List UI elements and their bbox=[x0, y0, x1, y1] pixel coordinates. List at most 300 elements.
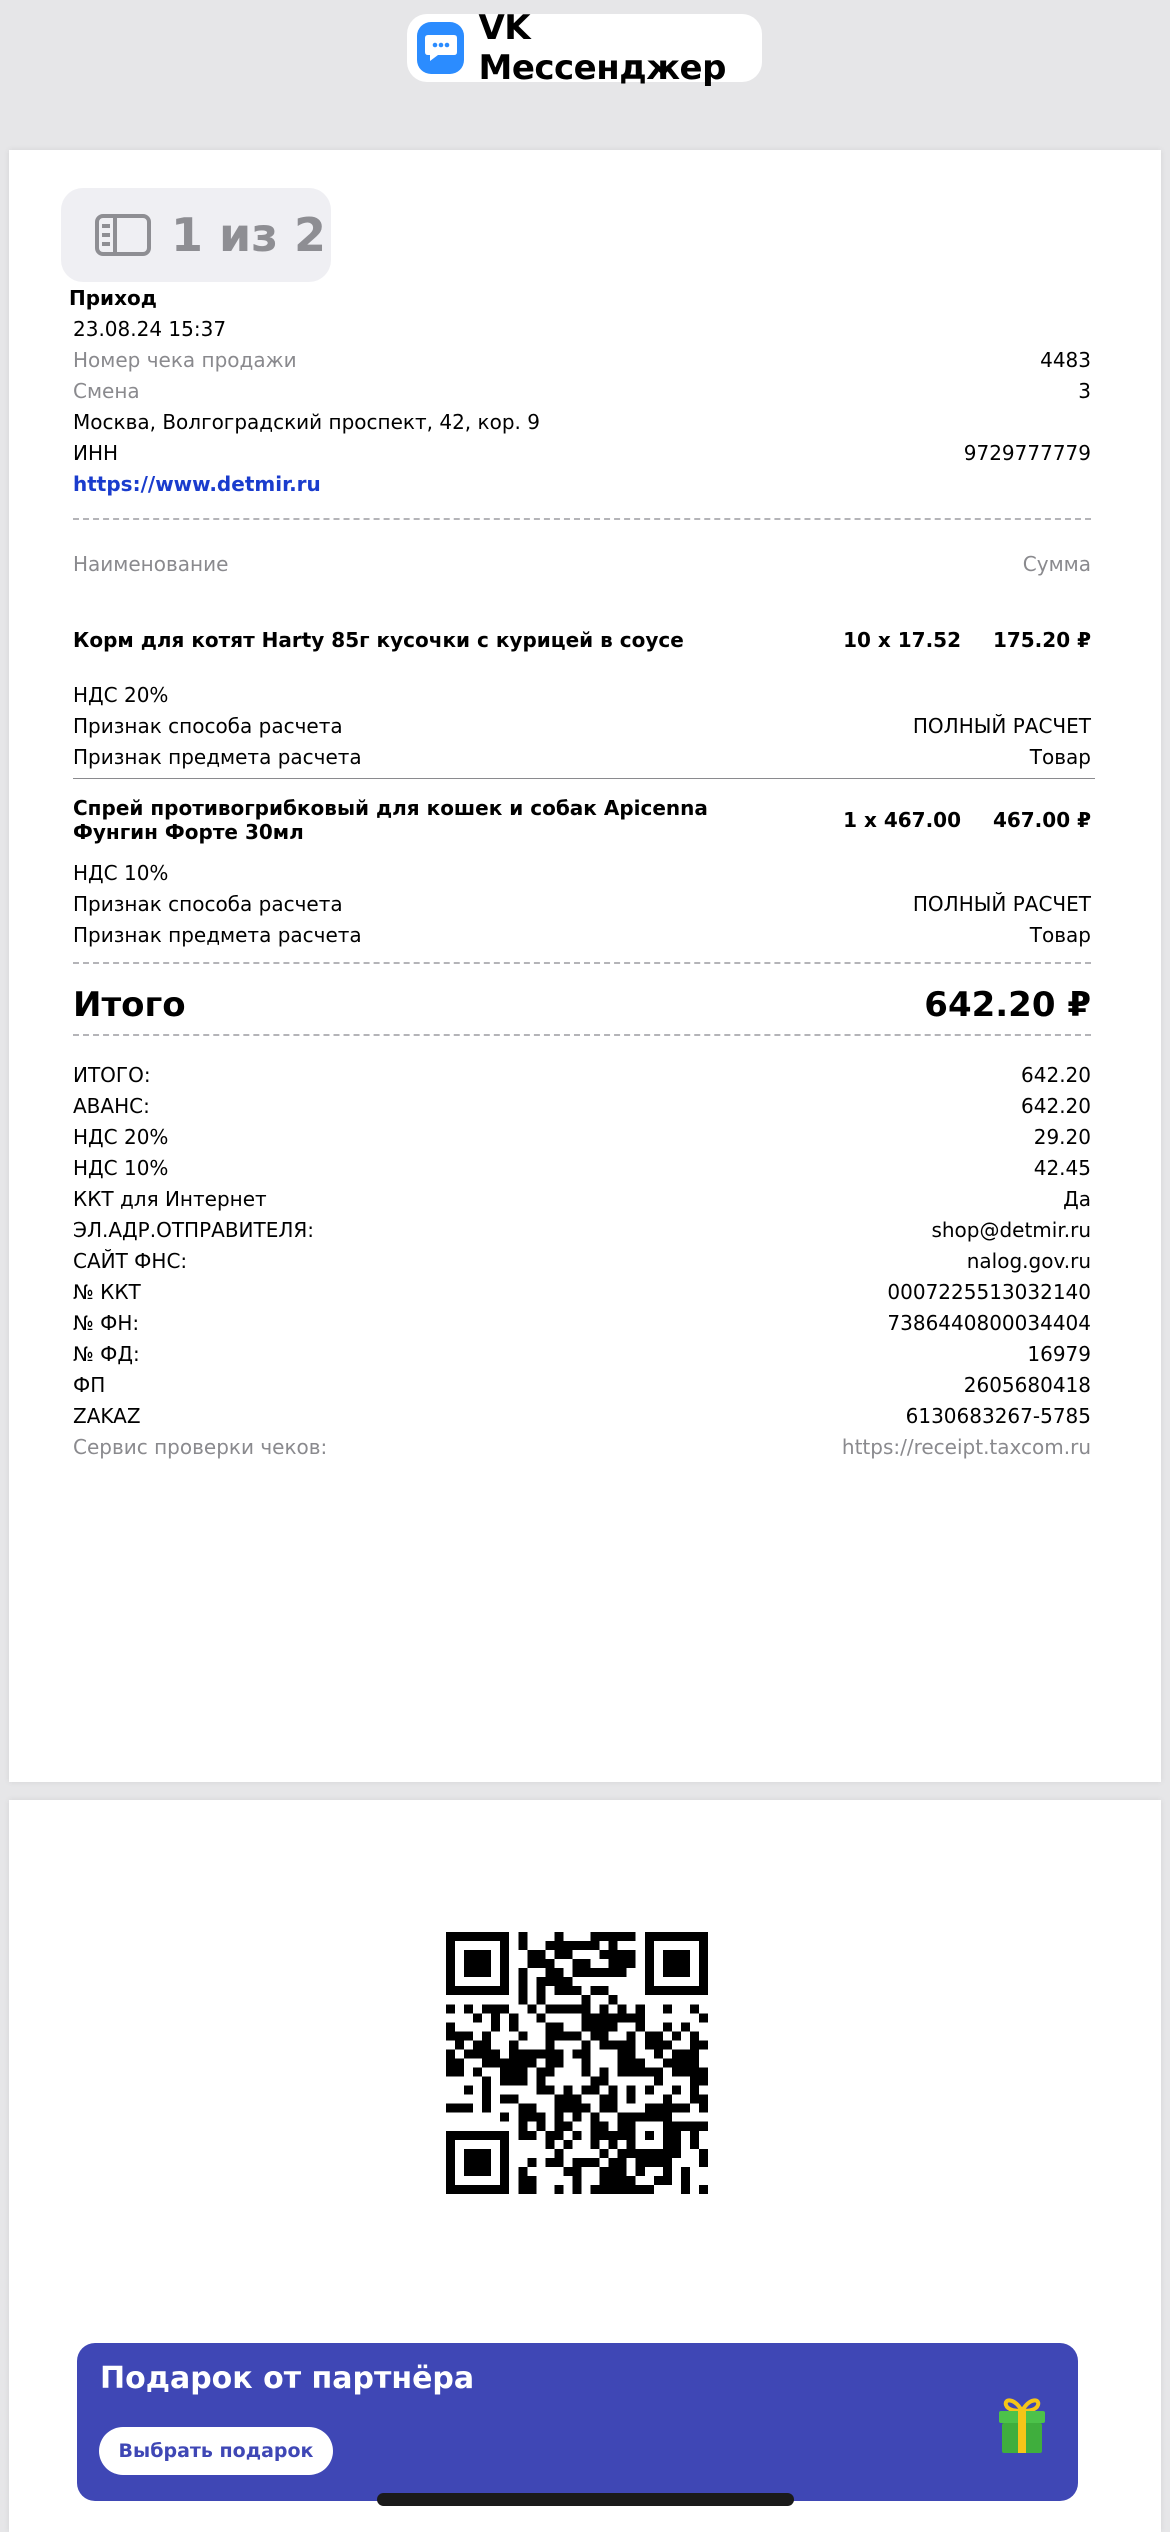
qr-module bbox=[690, 2131, 699, 2140]
qr-module bbox=[600, 2013, 609, 2022]
qr-module bbox=[473, 2149, 482, 2158]
qr-module bbox=[554, 2158, 563, 2167]
qr-module bbox=[672, 1932, 681, 1941]
info-row bbox=[73, 345, 1091, 376]
qr-module bbox=[636, 2158, 645, 2167]
qr-module bbox=[663, 2004, 672, 2013]
qr-module bbox=[654, 2158, 663, 2167]
qr-module bbox=[473, 2013, 482, 2022]
qr-module bbox=[591, 2022, 600, 2031]
total-value: 642.20 ₽ bbox=[924, 985, 1091, 1025]
qr-module bbox=[509, 2013, 518, 2022]
qr-module bbox=[582, 2040, 591, 2049]
detail-label: № ККТ bbox=[73, 1280, 141, 1304]
columns-header bbox=[73, 549, 1091, 580]
qr-module bbox=[591, 2140, 600, 2149]
detail-label: ФП bbox=[73, 1373, 106, 1397]
qr-module bbox=[464, 2158, 473, 2167]
qr-module bbox=[645, 1968, 654, 1977]
qr-module bbox=[482, 2049, 491, 2058]
qr-module bbox=[527, 1959, 536, 1968]
qr-module bbox=[636, 2013, 645, 2022]
qr-module bbox=[699, 1932, 708, 1941]
item-separator bbox=[73, 778, 1095, 779]
qr-module bbox=[572, 1968, 581, 1977]
qr-module bbox=[636, 2068, 645, 2077]
qr-module bbox=[518, 2122, 527, 2131]
qr-module bbox=[618, 2068, 627, 2077]
qr-module bbox=[491, 2058, 500, 2067]
qr-module bbox=[618, 2113, 627, 2122]
qr-module bbox=[627, 1932, 636, 1941]
item-sum: 175.20 ₽ bbox=[992, 628, 1091, 652]
item-sum: 467.00 ₽ bbox=[992, 808, 1091, 832]
qr-module bbox=[609, 2158, 618, 2167]
check-service-label: Сервис проверки чеков: bbox=[73, 1435, 328, 1459]
qr-module bbox=[690, 2077, 699, 2086]
qr-module bbox=[572, 2095, 581, 2104]
qr-module bbox=[545, 2004, 554, 2013]
store-site-link[interactable]: https://www.detmir.ru bbox=[73, 472, 321, 496]
qr-module bbox=[464, 1968, 473, 1977]
info-label: Номер чека продажи bbox=[73, 348, 297, 372]
qr-module bbox=[645, 1932, 654, 1941]
qr-module bbox=[572, 1941, 581, 1950]
qr-module bbox=[482, 2086, 491, 2095]
qr-module bbox=[645, 2086, 654, 2095]
qr-module bbox=[699, 2068, 708, 2077]
qr-module bbox=[690, 2086, 699, 2095]
qr-module bbox=[473, 2049, 482, 2058]
qr-module bbox=[473, 1932, 482, 1941]
qr-module bbox=[509, 2068, 518, 2077]
qr-module bbox=[509, 2022, 518, 2031]
qr-module bbox=[636, 2113, 645, 2122]
qr-module bbox=[591, 2158, 600, 2167]
qr-module bbox=[446, 2140, 455, 2149]
qr-module bbox=[563, 1941, 572, 1950]
qr-module bbox=[500, 1941, 509, 1950]
qr-module bbox=[609, 1995, 618, 2004]
qr-module bbox=[473, 2131, 482, 2140]
qr-module bbox=[609, 1941, 618, 1950]
qr-module bbox=[563, 2104, 572, 2113]
detail-label: ККТ для Интернет bbox=[73, 1187, 267, 1211]
app-header bbox=[407, 8, 762, 88]
qr-module bbox=[645, 1941, 654, 1950]
qr-code bbox=[446, 1932, 708, 2194]
qr-module bbox=[600, 2122, 609, 2131]
detail-value: 42.45 bbox=[1033, 1156, 1091, 1180]
qr-module bbox=[699, 2185, 708, 2194]
qr-module bbox=[455, 2185, 464, 2194]
qr-module bbox=[681, 2122, 690, 2131]
qr-module bbox=[591, 2077, 600, 2086]
item-name: Спрей противогрибковый для кошек и собак Apicenna Фунгин Форте 30мл bbox=[73, 796, 708, 844]
choose-gift-button[interactable]: Выбрать подарок bbox=[99, 2427, 333, 2475]
detail-value: 6130683267-5785 bbox=[905, 1404, 1091, 1428]
qr-module bbox=[699, 1950, 708, 1959]
qr-module bbox=[500, 2004, 509, 2013]
qr-module bbox=[500, 2095, 509, 2104]
qr-module bbox=[473, 2158, 482, 2167]
qr-module bbox=[527, 2158, 536, 2167]
qr-module bbox=[672, 1986, 681, 1995]
qr-module bbox=[446, 2049, 455, 2058]
qr-module bbox=[654, 1986, 663, 1995]
qr-module bbox=[527, 2185, 536, 2194]
qr-module bbox=[627, 2040, 636, 2049]
detail-row bbox=[73, 1401, 1091, 1432]
qr-module bbox=[645, 1950, 654, 1959]
qr-module bbox=[600, 1986, 609, 1995]
qr-module bbox=[455, 2131, 464, 2140]
qr-module bbox=[627, 2031, 636, 2040]
qr-module bbox=[482, 2095, 491, 2104]
qr-module bbox=[545, 1959, 554, 1968]
qr-module bbox=[536, 2122, 545, 2131]
qr-module bbox=[663, 2140, 672, 2149]
qr-module bbox=[663, 1986, 672, 1995]
qr-module bbox=[473, 1950, 482, 1959]
qr-module bbox=[446, 1986, 455, 1995]
qr-module bbox=[609, 2013, 618, 2022]
qr-module bbox=[591, 2113, 600, 2122]
qr-module bbox=[464, 1932, 473, 1941]
detail-row bbox=[73, 1246, 1091, 1277]
qr-module bbox=[500, 2158, 509, 2167]
qr-module bbox=[582, 1968, 591, 1977]
qr-module bbox=[681, 1986, 690, 1995]
qr-module bbox=[627, 1950, 636, 1959]
partner-gift-banner[interactable] bbox=[77, 2343, 1078, 2501]
qr-module bbox=[591, 1986, 600, 1995]
info-row bbox=[73, 376, 1091, 407]
qr-module bbox=[627, 2149, 636, 2158]
qr-module bbox=[663, 2176, 672, 2185]
qr-module bbox=[600, 2022, 609, 2031]
item-details bbox=[73, 858, 1091, 951]
qr-module bbox=[681, 1959, 690, 1968]
qr-module bbox=[636, 2004, 645, 2013]
item-pay-method bbox=[73, 889, 1091, 920]
qr-module bbox=[554, 1977, 563, 1986]
qr-module bbox=[609, 2140, 618, 2149]
qr-module bbox=[699, 1968, 708, 1977]
qr-module bbox=[554, 2122, 563, 2131]
qr-module bbox=[681, 1932, 690, 1941]
qr-module bbox=[636, 2022, 645, 2031]
qr-module bbox=[563, 1950, 572, 1959]
qr-module bbox=[582, 1941, 591, 1950]
qr-module bbox=[681, 2185, 690, 2194]
qr-module bbox=[572, 2158, 581, 2167]
qr-module bbox=[618, 2040, 627, 2049]
qr-module bbox=[663, 1950, 672, 1959]
qr-module bbox=[500, 2077, 509, 2086]
qr-module bbox=[464, 2185, 473, 2194]
qr-module bbox=[600, 2040, 609, 2049]
fiscal-details bbox=[73, 1060, 1091, 1463]
qr-module bbox=[500, 1977, 509, 1986]
qr-module bbox=[690, 2004, 699, 2013]
qr-module bbox=[582, 1959, 591, 1968]
qr-module bbox=[545, 2131, 554, 2140]
sidebar-icon bbox=[95, 214, 151, 256]
qr-module bbox=[618, 1950, 627, 1959]
app-title: VK Мессенджер bbox=[478, 8, 726, 88]
qr-module bbox=[681, 2022, 690, 2031]
qr-module bbox=[500, 1950, 509, 1959]
qr-module bbox=[500, 2058, 509, 2067]
detail-label: № ФД: bbox=[73, 1342, 140, 1366]
qr-module bbox=[627, 2049, 636, 2058]
qr-module bbox=[536, 1959, 545, 1968]
qr-module bbox=[536, 1986, 545, 1995]
qr-module bbox=[446, 1977, 455, 1986]
qr-module bbox=[446, 2149, 455, 2158]
qr-module bbox=[582, 2068, 591, 2077]
detail-row bbox=[73, 1184, 1091, 1215]
qr-module bbox=[600, 1968, 609, 1977]
qr-module bbox=[627, 1959, 636, 1968]
detail-value: 29.20 bbox=[1033, 1125, 1091, 1149]
qr-module bbox=[609, 1950, 618, 1959]
qr-module bbox=[699, 1959, 708, 1968]
qr-module bbox=[518, 1977, 527, 1986]
page-indicator-button[interactable] bbox=[61, 188, 331, 282]
qr-module bbox=[527, 2049, 536, 2058]
qr-module bbox=[464, 2131, 473, 2140]
qr-module bbox=[536, 1995, 545, 2004]
qr-module bbox=[672, 2140, 681, 2149]
qr-module bbox=[536, 2086, 545, 2095]
qr-module bbox=[482, 1968, 491, 1977]
qr-module bbox=[663, 2104, 672, 2113]
qr-module bbox=[699, 2095, 708, 2104]
subject-label: Признак предмета расчета bbox=[73, 745, 362, 769]
detail-value: 2605680418 bbox=[963, 1373, 1091, 1397]
qr-module bbox=[464, 2031, 473, 2040]
qr-module bbox=[681, 2176, 690, 2185]
qr-module bbox=[545, 2086, 554, 2095]
item-vat: НДС 10% bbox=[73, 861, 169, 885]
qr-module bbox=[663, 2040, 672, 2049]
qr-module bbox=[654, 2077, 663, 2086]
qr-module bbox=[591, 1932, 600, 1941]
qr-module bbox=[600, 1950, 609, 1959]
qr-module bbox=[582, 2022, 591, 2031]
qr-module bbox=[500, 2149, 509, 2158]
qr-module bbox=[645, 2149, 654, 2158]
qr-module bbox=[699, 1977, 708, 1986]
qr-module bbox=[554, 2113, 563, 2122]
qr-module bbox=[609, 2040, 618, 2049]
qr-module bbox=[563, 2140, 572, 2149]
qr-module bbox=[545, 2068, 554, 2077]
detail-label: ZAKAZ bbox=[73, 1404, 141, 1428]
qr-module bbox=[672, 1950, 681, 1959]
qr-module bbox=[446, 1932, 455, 1941]
qr-module bbox=[645, 2131, 654, 2140]
detail-label: САЙТ ФНС: bbox=[73, 1249, 188, 1273]
qr-module bbox=[618, 2167, 627, 2176]
qr-module bbox=[473, 1986, 482, 1995]
qr-module bbox=[654, 2040, 663, 2049]
qr-module bbox=[627, 2122, 636, 2131]
qr-module bbox=[600, 2031, 609, 2040]
qr-module bbox=[482, 2131, 491, 2140]
qr-module bbox=[482, 2004, 491, 2013]
qr-module bbox=[582, 2013, 591, 2022]
qr-module bbox=[618, 1968, 627, 1977]
qr-module bbox=[591, 1941, 600, 1950]
qr-module bbox=[609, 1959, 618, 1968]
check-service-link[interactable]: https://receipt.taxcom.ru bbox=[841, 1435, 1091, 1459]
qr-module bbox=[572, 2167, 581, 2176]
qr-module bbox=[509, 2077, 518, 2086]
detail-label: ЭЛ.АДР.ОТПРАВИТЕЛЯ: bbox=[73, 1218, 315, 1242]
qr-module bbox=[554, 2058, 563, 2067]
qr-module bbox=[582, 2004, 591, 2013]
qr-module bbox=[464, 2049, 473, 2058]
qr-module bbox=[482, 2149, 491, 2158]
qr-module bbox=[536, 2113, 545, 2122]
qr-module bbox=[482, 2185, 491, 2194]
qr-module bbox=[591, 1968, 600, 1977]
qr-module bbox=[699, 2122, 708, 2131]
qr-module bbox=[663, 2022, 672, 2031]
qr-module bbox=[627, 2013, 636, 2022]
qr-module bbox=[600, 2185, 609, 2194]
qr-module bbox=[600, 2095, 609, 2104]
qr-module bbox=[518, 2176, 527, 2185]
pay-method-value: ПОЛНЫЙ РАСЧЕТ bbox=[912, 714, 1091, 738]
detail-value: Да bbox=[1063, 1187, 1091, 1211]
info-value: 4483 bbox=[1040, 348, 1091, 372]
item-qty: 1 x 467.00 bbox=[843, 808, 961, 832]
qr-module bbox=[627, 2185, 636, 2194]
qr-module bbox=[554, 1941, 563, 1950]
item-row bbox=[73, 628, 1091, 652]
column-sum-label: Сумма bbox=[1022, 552, 1091, 576]
qr-module bbox=[645, 2158, 654, 2167]
qr-module bbox=[600, 2068, 609, 2077]
detail-value: 642.20 bbox=[1021, 1063, 1091, 1087]
qr-module bbox=[609, 2176, 618, 2185]
qr-module bbox=[536, 2077, 545, 2086]
qr-module bbox=[609, 1968, 618, 1977]
qr-module bbox=[464, 2086, 473, 2095]
detail-row bbox=[73, 1308, 1091, 1339]
qr-module bbox=[645, 2185, 654, 2194]
detail-row bbox=[73, 1153, 1091, 1184]
detail-label: АВАНС: bbox=[73, 1094, 150, 1118]
qr-module bbox=[672, 2122, 681, 2131]
qr-module bbox=[446, 2031, 455, 2040]
qr-module bbox=[654, 2104, 663, 2113]
qr-module bbox=[545, 2031, 554, 2040]
qr-module bbox=[627, 2058, 636, 2067]
info-label: Смена bbox=[73, 379, 140, 403]
qr-module bbox=[563, 1986, 572, 1995]
item-subject bbox=[73, 920, 1091, 951]
qr-module bbox=[563, 1977, 572, 1986]
qr-module bbox=[473, 1959, 482, 1968]
qr-module bbox=[491, 2131, 500, 2140]
qr-module bbox=[527, 2176, 536, 2185]
subject-value: Товар bbox=[1029, 745, 1091, 769]
qr-module bbox=[690, 2058, 699, 2067]
inn-row bbox=[73, 438, 1091, 469]
total-label: Итого bbox=[73, 985, 186, 1025]
detail-value: 0007225513032140 bbox=[887, 1280, 1091, 1304]
qr-module bbox=[591, 2031, 600, 2040]
qr-module bbox=[518, 2068, 527, 2077]
qr-module bbox=[690, 1986, 699, 1995]
subject-label: Признак предмета расчета bbox=[73, 923, 362, 947]
qr-module bbox=[618, 2176, 627, 2185]
detail-value: 642.20 bbox=[1021, 1094, 1091, 1118]
qr-module bbox=[536, 2013, 545, 2022]
qr-module bbox=[663, 2058, 672, 2067]
qr-module bbox=[554, 1932, 563, 1941]
qr-module bbox=[554, 2149, 563, 2158]
item-row bbox=[73, 796, 1091, 844]
qr-module bbox=[554, 1950, 563, 1959]
gift-title: Подарок от партнёра bbox=[100, 2361, 475, 2396]
qr-module bbox=[491, 2049, 500, 2058]
item-details bbox=[73, 680, 1091, 773]
qr-module bbox=[645, 2031, 654, 2040]
qr-module bbox=[446, 2068, 455, 2077]
qr-module bbox=[536, 2049, 545, 2058]
qr-module bbox=[618, 2004, 627, 2013]
qr-module bbox=[600, 2167, 609, 2176]
qr-module bbox=[654, 2049, 663, 2058]
qr-module bbox=[473, 2185, 482, 2194]
qr-module bbox=[645, 2068, 654, 2077]
qr-module bbox=[518, 2104, 527, 2113]
qr-module bbox=[645, 2040, 654, 2049]
qr-module bbox=[563, 2095, 572, 2104]
qr-module bbox=[654, 2031, 663, 2040]
qr-module bbox=[654, 2113, 663, 2122]
qr-module bbox=[645, 2104, 654, 2113]
qr-module bbox=[681, 1968, 690, 1977]
qr-module bbox=[636, 2167, 645, 2176]
qr-module bbox=[554, 1968, 563, 1977]
qr-module bbox=[554, 2031, 563, 2040]
qr-module bbox=[690, 2068, 699, 2077]
detail-value: nalog.gov.ru bbox=[966, 1249, 1091, 1273]
qr-module bbox=[618, 2013, 627, 2022]
divider bbox=[73, 1034, 1091, 1036]
qr-module bbox=[446, 2158, 455, 2167]
qr-module bbox=[699, 2013, 708, 2022]
qr-module bbox=[609, 1932, 618, 1941]
qr-module bbox=[482, 2167, 491, 2176]
qr-module bbox=[545, 2049, 554, 2058]
qr-module bbox=[527, 2131, 536, 2140]
qr-module bbox=[554, 2022, 563, 2031]
qr-module bbox=[509, 2095, 518, 2104]
qr-module bbox=[681, 2068, 690, 2077]
qr-module bbox=[554, 2185, 563, 2194]
qr-module bbox=[699, 1986, 708, 1995]
qr-module bbox=[627, 2131, 636, 2140]
qr-module bbox=[591, 2013, 600, 2022]
